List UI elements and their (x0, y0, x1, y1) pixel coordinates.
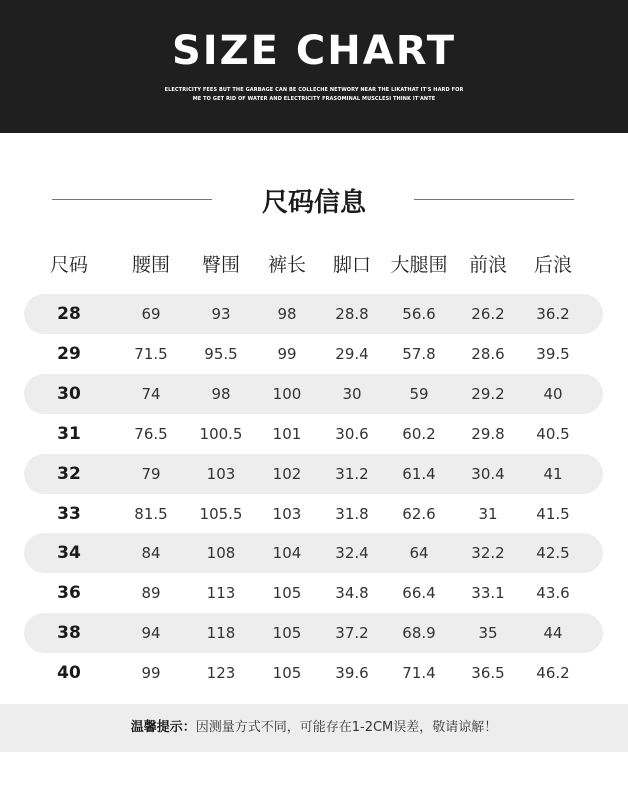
table-cell: 95.5 (204, 344, 238, 363)
table-cell: 41.5 (536, 504, 570, 523)
table-cell: 98 (211, 384, 231, 403)
table-cell: 98 (277, 305, 297, 323)
table-cell: 101 (272, 424, 302, 443)
table-cell: 61.4 (402, 464, 436, 483)
table-cell: 39.5 (536, 344, 570, 363)
table-cell: 31.2 (335, 464, 369, 483)
footer-text: 因测量方式不同，可能存在1-2CM误差，敬请谅解！ (195, 720, 498, 735)
footer-label: 温馨提示： (130, 720, 196, 735)
column-header: 后浪 (533, 254, 573, 276)
table-cell: 69 (141, 305, 161, 323)
table-cell: 35 (478, 624, 498, 643)
column-header: 腰围 (131, 254, 171, 276)
table-cell: 46.2 (536, 664, 570, 683)
table-cell: 62.6 (402, 504, 436, 523)
table-cell: 64 (409, 544, 429, 563)
table-row (24, 653, 603, 693)
table-cell: 105 (272, 584, 302, 603)
table-cell: 44 (543, 624, 563, 643)
size-cell: 40 (57, 663, 81, 684)
table-cell: 40 (543, 384, 563, 403)
table-cell: 105 (272, 624, 302, 643)
table-cell: 79 (141, 464, 161, 483)
table-row (24, 533, 603, 573)
table-cell: 32.2 (471, 544, 505, 563)
table-cell: 30 (342, 384, 362, 403)
table-cell: 26.2 (471, 305, 505, 323)
table-cell: 84 (141, 544, 161, 563)
table-cell: 105 (272, 664, 302, 683)
table-row (24, 374, 603, 414)
table-cell: 89 (141, 584, 161, 603)
table-cell: 42.5 (536, 544, 570, 563)
size-cell: 36 (57, 583, 81, 604)
table-cell: 57.8 (402, 344, 436, 363)
table-cell: 71.5 (134, 344, 168, 363)
table-cell: 60.2 (402, 424, 436, 443)
table-cell: 37.2 (335, 624, 369, 643)
table-cell: 43.6 (536, 584, 570, 603)
table-cell: 66.4 (402, 584, 436, 603)
table-cell: 100.5 (199, 424, 243, 443)
table-cell: 31 (478, 504, 498, 523)
table-cell: 103 (272, 504, 302, 523)
divider-right (414, 199, 574, 200)
table-cell: 40.5 (536, 424, 570, 443)
table-cell: 36.2 (536, 305, 570, 323)
table-row (24, 573, 603, 613)
table-cell: 29.8 (471, 424, 505, 443)
table-cell: 102 (272, 464, 302, 483)
page-title: SIZE CHART (171, 28, 457, 74)
table-row (24, 494, 603, 534)
size-cell: 28 (57, 304, 81, 324)
table-cell: 36.5 (471, 664, 505, 683)
size-cell: 29 (57, 343, 81, 364)
header-subtitle-line-2: ME TO GET RID OF WATER AND ELECTRICITY FRASOMINAL MUSCLESI THINK IT'ANTE (192, 96, 436, 102)
table-row (24, 613, 603, 653)
column-header: 裤长 (267, 254, 307, 276)
table-header-row (24, 245, 603, 285)
table-cell: 28.6 (471, 344, 505, 363)
size-cell: 32 (57, 463, 81, 484)
column-header: 尺码 (49, 254, 89, 276)
table-cell: 56.6 (402, 305, 436, 323)
table-cell: 93 (211, 305, 231, 323)
size-cell: 34 (57, 543, 81, 564)
table-cell: 103 (206, 464, 236, 483)
column-header: 大腿围 (390, 254, 448, 276)
column-header: 臀围 (201, 254, 241, 276)
header-subtitle-line-1: ELECTRICITY FEES BUT THE GARBAGE CAN BE COLLECHE NETWORY NEAR THE LIKATHAT IT'S HARD FOR (164, 87, 464, 93)
table-cell: 104 (272, 544, 302, 563)
column-header: 脚口 (332, 254, 372, 276)
table-cell: 76.5 (134, 424, 168, 443)
section-heading (0, 180, 628, 220)
table-cell: 31.8 (335, 504, 369, 523)
table-cell: 105.5 (199, 504, 243, 523)
table-cell: 99 (141, 664, 161, 683)
table-cell: 71.4 (402, 664, 436, 683)
column-header: 前浪 (468, 254, 508, 276)
table-cell: 32.4 (335, 544, 369, 563)
footer-note (0, 704, 628, 752)
header-subtitle (160, 86, 468, 104)
table-row (24, 454, 603, 494)
table-row (24, 414, 603, 454)
table-cell: 113 (206, 584, 236, 603)
header-banner (0, 0, 628, 133)
table-cell: 33.1 (471, 584, 505, 603)
table-row (24, 294, 603, 334)
size-cell: 30 (57, 383, 81, 404)
size-cell: 38 (57, 623, 81, 644)
table-cell: 34.8 (335, 584, 369, 603)
size-cell: 31 (57, 423, 81, 444)
table-cell: 81.5 (134, 504, 168, 523)
size-cell: 33 (57, 503, 81, 524)
table-cell: 108 (206, 544, 236, 563)
table-cell: 29.4 (335, 344, 369, 363)
section-title: 尺码信息 (261, 188, 366, 218)
table-cell: 68.9 (402, 624, 436, 643)
table-cell: 28.8 (335, 305, 369, 323)
table-row (24, 334, 603, 374)
table-cell: 74 (141, 384, 161, 403)
table-cell: 123 (206, 664, 236, 683)
table-cell: 100 (272, 384, 302, 403)
table-cell: 30.6 (335, 424, 369, 443)
table-cell: 41 (543, 464, 563, 483)
table-cell: 99 (277, 344, 297, 363)
table-cell: 94 (141, 624, 161, 643)
table-cell: 30.4 (471, 464, 505, 483)
table-cell: 39.6 (335, 664, 369, 683)
table-cell: 118 (206, 624, 236, 643)
table-cell: 29.2 (471, 384, 505, 403)
table-cell: 59 (409, 384, 429, 403)
